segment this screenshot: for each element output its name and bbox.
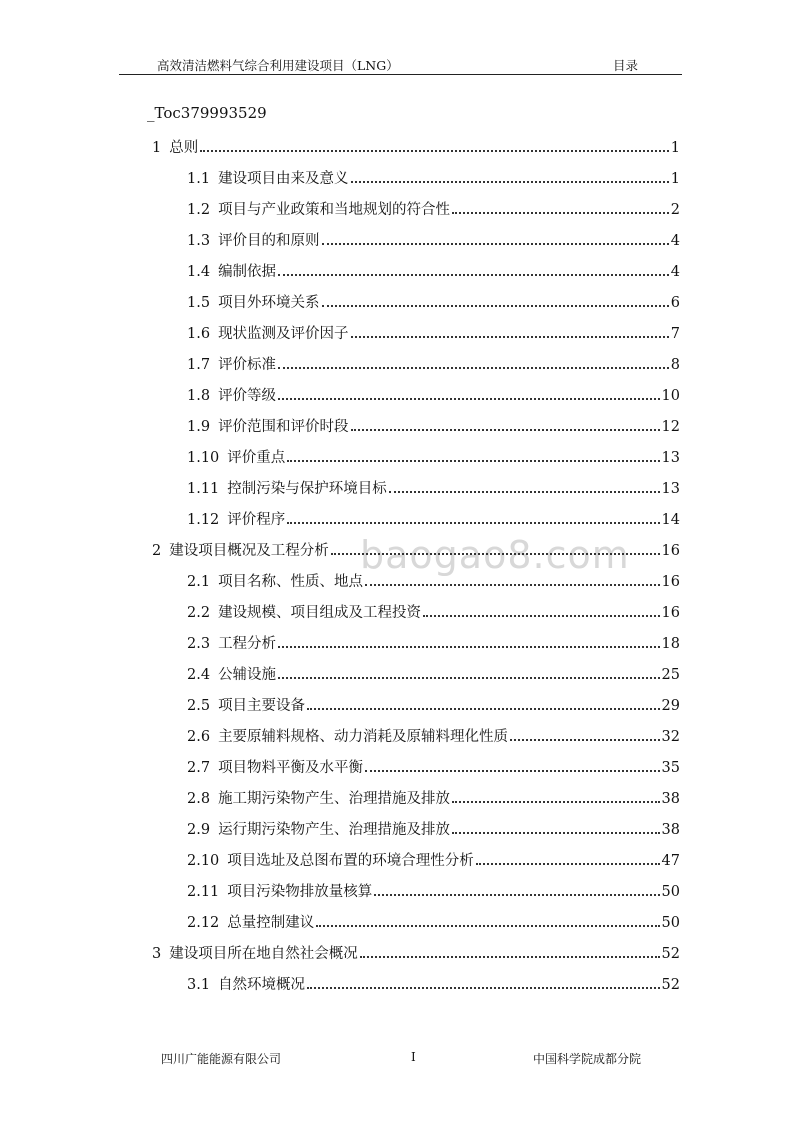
footer-company: 四川广能能源有限公司 [161, 1052, 282, 1066]
toc-item-2-2[interactable]: 2.2 建设规模、项目组成及工程投资 16 [187, 604, 680, 621]
toc-item-2-6[interactable]: 2.6 主要原辅料规格、动力消耗及原辅料理化性质 32 [187, 728, 680, 745]
toc-item-1-11[interactable]: 1.11 控制污染与保护环境目标 13 [187, 480, 680, 497]
toc-item-2-9[interactable]: 2.9 运行期污染物产生、治理措施及排放 38 [187, 821, 680, 838]
toc-item-3-1[interactable]: 3.1 自然环境概况 52 [187, 976, 680, 993]
toc-item-2-4[interactable]: 2.4 公辅设施 25 [187, 666, 680, 683]
toc-item-2-3[interactable]: 2.3 工程分析 18 [187, 635, 680, 652]
toc-item-1-4[interactable]: 1.4 编制依据 4 [187, 263, 680, 280]
toc-chapter-1[interactable]: 1 总则 1 [152, 139, 680, 156]
toc-item-2-7[interactable]: 2.7 项目物料平衡及水平衡 35 [187, 759, 680, 776]
footer-institute: 中国科学院成都分院 [532, 1052, 641, 1066]
toc-item-1-3[interactable]: 1.3 评价目的和原则 4 [187, 232, 680, 249]
toc-item-2-10[interactable]: 2.10 项目选址及总图布置的环境合理性分析 47 [187, 852, 680, 869]
document-title: 高效清洁燃料气综合利用建设项目（LNG） [157, 58, 399, 73]
toc-item-2-12[interactable]: 2.12 总量控制建议 50 [187, 914, 680, 931]
toc-item-1-9[interactable]: 1.9 评价范围和评价时段 12 [187, 418, 680, 435]
toc-item-1-8[interactable]: 1.8 评价等级 10 [187, 387, 680, 404]
toc-item-1-5[interactable]: 1.5 项目外环境关系 6 [187, 294, 680, 311]
toc-item-1-12[interactable]: 1.12 评价程序 14 [187, 511, 680, 528]
toc-item-2-11[interactable]: 2.11 项目污染物排放量核算 50 [187, 883, 680, 900]
watermark: baogao8.com [360, 533, 630, 577]
toc-item-2-1[interactable]: 2.1 项目名称、性质、地点 16 [187, 573, 680, 590]
toc-item-2-5[interactable]: 2.5 项目主要设备 29 [187, 697, 680, 714]
toc-chapter-3[interactable]: 3 建设项目所在地自然社会概况 52 [152, 945, 680, 962]
toc-item-2-8[interactable]: 2.8 施工期污染物产生、治理措施及排放 38 [187, 790, 680, 807]
toc-item-1-6[interactable]: 1.6 现状监测及评价因子 7 [187, 325, 680, 342]
toc-item-1-1[interactable]: 1.1 建设项目由来及意义 1 [187, 170, 680, 187]
toc-chapter-2[interactable]: 2 建设项目概况及工程分析 16 [152, 542, 680, 559]
page-header [119, 50, 682, 75]
section-title: 目录 [612, 58, 638, 73]
toc-item-1-2[interactable]: 1.2 项目与产业政策和当地规划的符合性 2 [187, 201, 680, 218]
toc-item-1-10[interactable]: 1.10 评价重点 13 [187, 449, 680, 466]
toc-item-1-7[interactable]: 1.7 评价标准 8 [187, 356, 680, 373]
footer-page-number: I [411, 1050, 416, 1064]
toc-anchor: _Toc379993529 [147, 104, 267, 122]
